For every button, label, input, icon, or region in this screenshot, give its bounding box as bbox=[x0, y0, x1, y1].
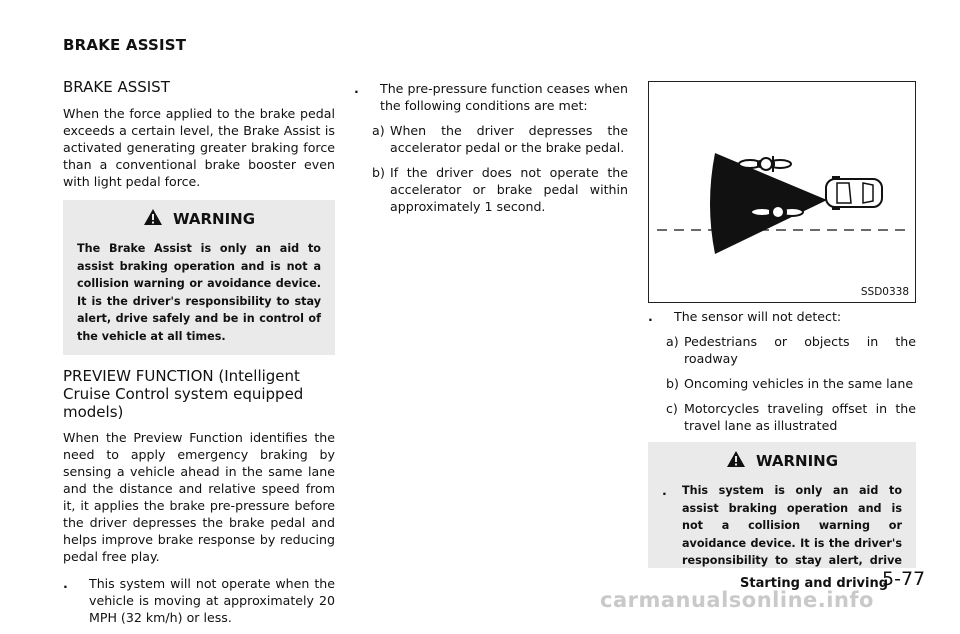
warning-box bbox=[648, 442, 916, 568]
list-label: a) bbox=[666, 334, 679, 349]
bullet-item bbox=[648, 308, 916, 325]
list-item bbox=[648, 375, 916, 392]
warning-icon bbox=[726, 450, 746, 472]
bullet-text: This system will not operate when the vehicle is moving at approximately 20 MPH (32 km/h) or less. bbox=[89, 576, 335, 625]
warning-header bbox=[77, 208, 321, 230]
list-label: c) bbox=[666, 401, 678, 416]
bullet-dot: . bbox=[63, 576, 68, 591]
bullet-dot: . bbox=[648, 309, 653, 324]
car-icon bbox=[826, 176, 882, 210]
list-item bbox=[354, 164, 628, 215]
list-item bbox=[354, 122, 628, 156]
bullet-text: The pre-pressure function ceases when the following conditions are met: bbox=[380, 81, 628, 113]
footer-section-name: Starting and driving bbox=[740, 576, 889, 591]
page-header-title: BRAKE ASSIST bbox=[63, 36, 187, 54]
warning-title: WARNING bbox=[755, 451, 839, 470]
list-text: If the driver does not operate the accelerator or brake pedal within approximately 1 second. bbox=[390, 165, 628, 214]
warning-bullet bbox=[662, 482, 902, 568]
intro-paragraph: When the force applied to the brake pedal exceeds a certain level, the Brake Assist is activated generating greater braking force than a conventional brake booster even with light pedal force. bbox=[63, 106, 335, 189]
bullet-item bbox=[354, 80, 628, 114]
list-item bbox=[648, 400, 916, 434]
column-middle bbox=[354, 80, 628, 223]
bullet-dot: . bbox=[662, 483, 667, 498]
section-heading: BRAKE ASSIST bbox=[63, 78, 170, 96]
list-text: Oncoming vehicles in the same lane bbox=[684, 376, 914, 391]
list-label: b) bbox=[666, 376, 679, 391]
warning-text: The Brake Assist is only an aid to assist braking operation and is not a collision warning or avoidance device. It is the driver's responsibility to stay alert, drive safely and be in control of the vehicle at all times. bbox=[77, 242, 321, 343]
page-number: 5-77 bbox=[882, 568, 926, 590]
sensor-illustration bbox=[648, 81, 916, 303]
warning-icon bbox=[143, 208, 163, 230]
figure-code: SSD0338 bbox=[860, 286, 909, 298]
column-left bbox=[63, 78, 335, 634]
bullet-text: The sensor will not detect: bbox=[674, 309, 842, 324]
list-text: Motorcycles traveling offset in the travel lane as illustrated bbox=[684, 401, 916, 433]
warning-text: This system is only an aid to assist braking operation and is not a collision warning or avoidance device. It is the driver's responsibility to stay alert, drive bbox=[682, 484, 902, 567]
list-text: When the driver depresses the accelerator pedal or the brake pedal. bbox=[390, 123, 628, 155]
list-label: a) bbox=[372, 123, 385, 138]
bullet-dot: . bbox=[354, 81, 359, 96]
column-right bbox=[648, 308, 916, 568]
bullet-item bbox=[63, 575, 335, 626]
warning-box bbox=[63, 200, 335, 355]
preview-paragraph: When the Preview Function identifies the need to apply emergency braking by sensing a vehicle ahead in the same lane and the distance and relative speed from it, it applies the brake pre-pressure before the driver depresses the brake pedal and helps improve brake response by reducing pedal free play. bbox=[63, 430, 335, 564]
warning-header bbox=[662, 450, 902, 472]
watermark-text: carmanualsonline.info bbox=[600, 588, 874, 612]
illustration-graphic bbox=[649, 82, 915, 302]
list-item bbox=[648, 333, 916, 367]
preview-heading: PREVIEW FUNCTION (Intelligent Cruise Control system equipped models) bbox=[63, 367, 304, 421]
list-label: b) bbox=[372, 165, 385, 180]
list-text: Pedestrians or objects in the roadway bbox=[684, 334, 916, 366]
warning-title: WARNING bbox=[172, 209, 256, 228]
